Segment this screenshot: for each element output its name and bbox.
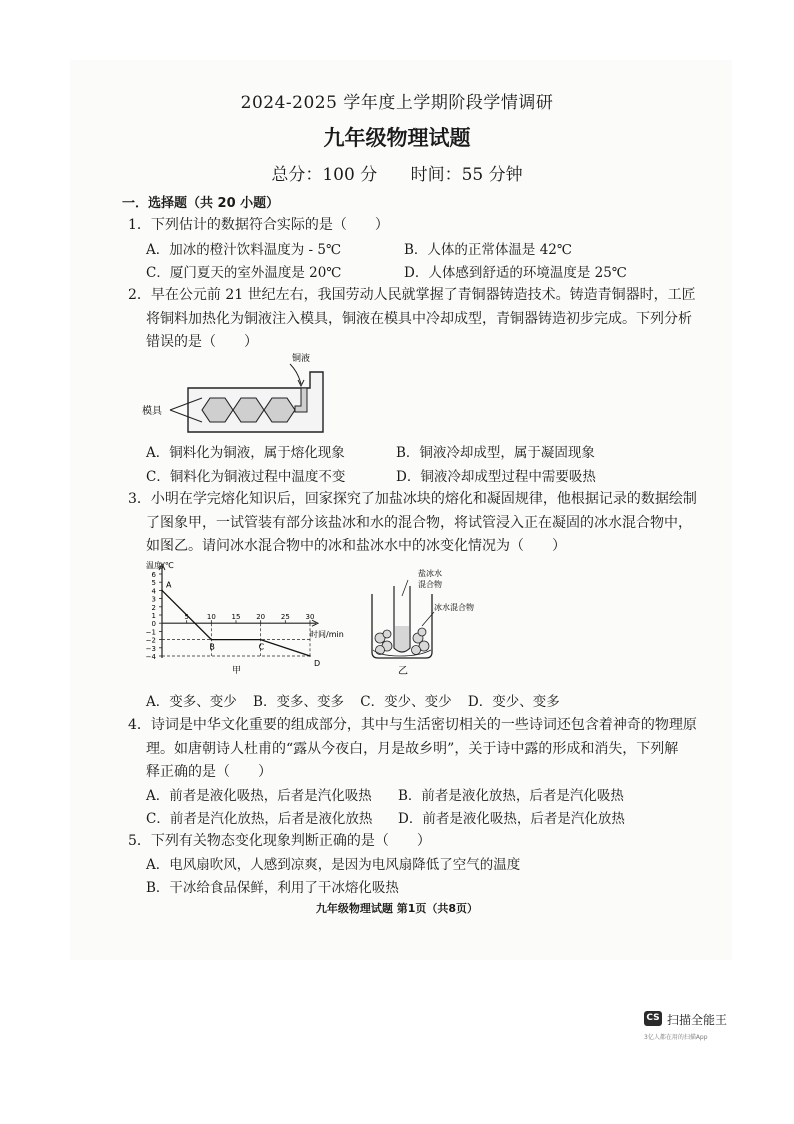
- exam-title: 2024-2025 学年度上学期阶段学情调研: [240, 93, 554, 113]
- section-heading: 一．选择题（共 20 小题）: [122, 196, 280, 211]
- chart-x-tick-label: 20: [256, 613, 266, 622]
- question-2-option-b: B．铜液冷却成型，属于凝固现象: [396, 445, 595, 461]
- question-2-option-c: C．铜料化为铜液过程中温度不变: [146, 469, 346, 485]
- chart-data-point: [211, 639, 213, 641]
- question-1-option-c: C．厦门夏天的室外温度是 20℃: [146, 265, 342, 281]
- question-2-option-a: A．铜料化为铜液，属于熔化现象: [146, 445, 345, 461]
- question-4-option-c: C．前者是汽化放热，后者是液化放热: [146, 811, 373, 827]
- chart-point-label: B: [209, 642, 215, 652]
- exam-info: [0, 160, 794, 185]
- question-3-option-c: C．变少、变少: [360, 694, 452, 710]
- temperature-time-chart: [132, 558, 360, 676]
- chart-y-tick-label: −3: [145, 644, 156, 653]
- question-5-option-b: B．干冰给食品保鲜，利用了干冰熔化吸热: [146, 880, 399, 896]
- question-4-option-a: A．前者是液化吸热，后者是汽化吸热: [146, 788, 372, 804]
- question-2-option-d: D．铜液冷却成型过程中需要吸热: [396, 469, 596, 485]
- question-3-stem-line-1: 3．小明在学完熔化知识后，回家探究了加盐冰块的熔化和凝固规律，他根据记录的数据绘制: [128, 491, 697, 507]
- chart-xlabel: 时间/min: [310, 630, 344, 639]
- chart-x-tick-label: 30: [305, 613, 315, 622]
- question-2-stem-line-2: 将铜料加热化为铜液注入模具，铜液在模具中冷却成型，青铜器铸造初步完成。下列分析: [146, 311, 692, 327]
- figure-b-caption: 乙: [398, 666, 408, 677]
- question-2-stem-line-1: 2．早在公元前 21 世纪左右，我国劳动人民就掌握了青铜器铸造技术。铸造青铜器时，工匠: [128, 287, 696, 303]
- chart-y-tick-label: −4: [145, 653, 156, 661]
- chart-x-tick-label: 5: [184, 613, 189, 622]
- chart-x-tick-label: 25: [280, 613, 290, 622]
- chart-x-tick-label: 10: [206, 613, 216, 622]
- mold-diagram: [140, 350, 330, 435]
- chart-data-point: [309, 655, 311, 657]
- question-4-option-b: B．前者是液化放热，后者是汽化吸热: [398, 788, 624, 804]
- question-1-stem: 1．下列估计的数据符合实际的是（ ）: [128, 217, 389, 233]
- question-3-option-a: A．变多、变少: [146, 694, 237, 710]
- chart-title: 甲: [232, 666, 242, 676]
- camscanner-logo: CS: [644, 1011, 662, 1026]
- question-3-options: [146, 690, 560, 710]
- chart-x-tick-label: 15: [231, 613, 241, 622]
- salt-water-label-line-2: 混合物: [418, 580, 442, 589]
- question-4-option-d: D．前者是液化吸热，后者是汽化放热: [398, 811, 625, 827]
- chart-y-tick-label: 0: [151, 620, 156, 629]
- chart-y-tick-label: −1: [145, 628, 156, 637]
- question-1-option-a: A．加冰的橙汁饮料温度为 - 5℃: [146, 242, 342, 258]
- copper-liquid-label: 铜液: [292, 354, 311, 364]
- total-score: 总分：100 分: [271, 165, 378, 185]
- question-2-stem-line-3: 错误的是（ ）: [146, 334, 258, 350]
- question-3-option-b: B．变多、变多: [253, 694, 344, 710]
- test-tube-diagram: [360, 566, 500, 678]
- chart-data-point: [260, 639, 262, 641]
- chart-y-tick-label: 5: [151, 579, 156, 588]
- question-5-option-a: A．电风扇吹风，人感到凉爽，是因为电风扇降低了空气的温度: [146, 857, 521, 873]
- chart-point-label: C: [258, 642, 265, 652]
- question-3-stem-line-2: 了图象甲，一试管装有部分该盐冰和水的混合物，将试管浸入正在凝固的冰水混合物中，: [146, 515, 692, 531]
- question-3-stem-line-3: 如图乙。请问冰水混合物中的冰和盐冰水中的冰变化情况为（ ）: [146, 538, 566, 554]
- question-3-option-d: D．变少、变多: [467, 694, 560, 710]
- exam-subject-title: 九年级物理试题: [323, 126, 471, 150]
- chart-point-label: A: [166, 580, 172, 590]
- chart-point-label: D: [314, 659, 321, 668]
- chart-data-point: [161, 590, 163, 592]
- ice-water-label: 冰水混合物: [434, 603, 474, 612]
- question-1-option-b: B．人体的正常体温是 42℃: [404, 242, 572, 258]
- chart-ylabel: 温度/℃: [146, 561, 174, 570]
- mold-label: 模具: [142, 406, 162, 417]
- question-5-stem: 5．下列有关物态变化现象判断正确的是（ ）: [128, 833, 431, 849]
- exam-time: 时间：55 分钟: [410, 165, 523, 185]
- question-4-stem-line-2: 理。如唐朝诗人杜甫的“露从今夜白，月是故乡明”，关于诗中露的形成和消失，下列解: [146, 741, 679, 757]
- chart-y-tick-label: 2: [151, 603, 156, 612]
- chart-y-tick-label: −2: [145, 636, 156, 645]
- question-4-stem-line-1: 4．诗词是中华文化重要的组成部分，其中与生活密切相关的一些诗词还包含着神奇的物理原: [128, 717, 697, 733]
- chart-y-tick-label: 4: [151, 587, 156, 596]
- chart-y-tick-label: 1: [151, 612, 156, 620]
- question-4-stem-line-3: 释正确的是（ ）: [146, 764, 272, 780]
- camscanner-name: 扫描全能王: [667, 1013, 728, 1027]
- question-1-option-d: D．人体感到舒适的环境温度是 25℃: [404, 265, 627, 281]
- chart-y-tick-label: 3: [151, 595, 156, 604]
- chart-y-tick-label: 6: [151, 571, 156, 579]
- camscanner-slogan: 3亿人都在用的扫描App: [644, 1034, 708, 1041]
- salt-water-label-line-1: 盐冰水: [418, 569, 442, 578]
- page-footer: 九年级物理试题 第1页（共8页）: [315, 902, 479, 915]
